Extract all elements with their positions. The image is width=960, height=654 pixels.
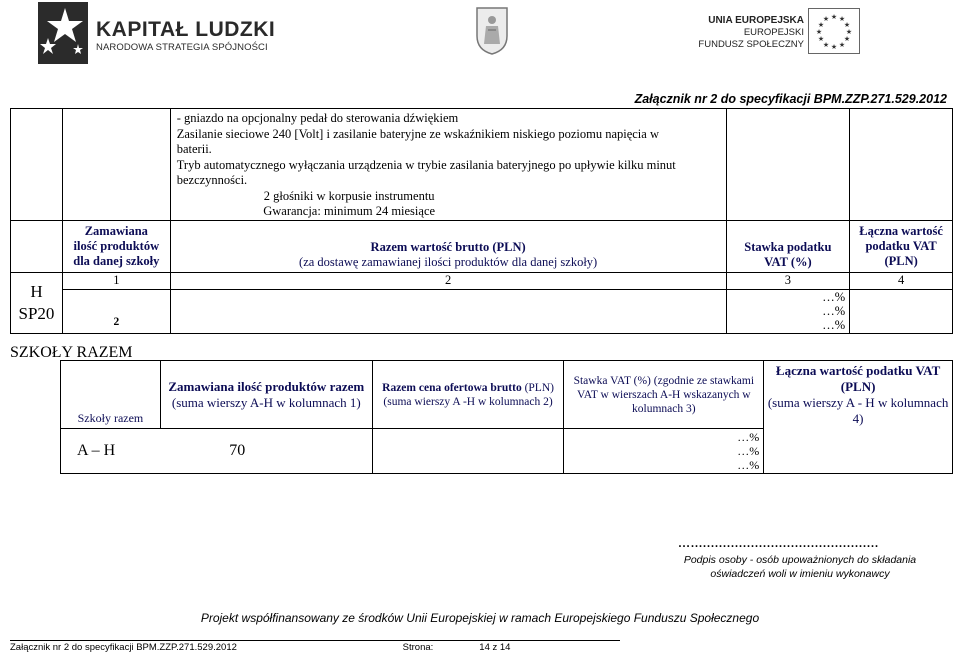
vat-rate-cell[interactable]: …% …% …% [726, 289, 850, 333]
spec-line: 2 głośniki w korpusie instrumentu [263, 188, 435, 203]
row-range: A – H [77, 442, 116, 459]
t2-header-schools: Szkoły razem [61, 361, 161, 429]
signature-line: …............................................... [678, 536, 879, 550]
eu-flag-icon [808, 8, 860, 54]
col-number: 1 [62, 272, 170, 289]
spec-line: - gniazdo na opcjonalny pedał do sterowania dźwiękiem [176, 111, 459, 125]
col-number: 4 [850, 272, 953, 289]
quantity-value: 2 [62, 289, 170, 333]
t2-header-vat-total: Łączna wartość podatku VAT (PLN) (suma wierszy A - H w kolumnach 4) [764, 361, 953, 474]
col-header-gross-value: Razem wartość brutto (PLN) (za dostawę zamawianej ilości produktów dla danej szkoły) [170, 220, 726, 272]
school-pricing-table [10, 108, 953, 334]
gross-value-cell[interactable] [170, 289, 726, 333]
svg-text:★: ★ [830, 43, 838, 51]
signature-caption: Podpis osoby - osób upoważnionych do składania oświadczeń woli w imieniu wykonawcy [683, 554, 917, 580]
svg-text:★: ★ [817, 21, 825, 29]
total-quantity: 70 [229, 442, 246, 459]
row-letter: H [30, 281, 43, 301]
eu-logo-line3: FUNDUSZ SPOŁECZNY [698, 39, 804, 50]
section-title: SZKOŁY RAZEM [10, 344, 133, 361]
spec-line: Gwarancja: minimum 24 miesiące [263, 204, 436, 218]
svg-text:★: ★ [817, 35, 825, 43]
eu-logo-line2: EUROPEJSKI [743, 27, 804, 38]
school-code: SP20 [18, 303, 55, 323]
coat-of-arms-icon [475, 6, 509, 56]
svg-text:★: ★ [843, 21, 851, 29]
spec-line: Tryb automatycznego wyłączania urządzenia w trybie zasilania bateryjnego po upływie kilku minut [176, 157, 676, 172]
svg-text:★: ★ [843, 35, 851, 43]
svg-text:★: ★ [845, 28, 853, 36]
attachment-label: Załącznik nr 2 do specyfikacji BPM.ZZP.271.529.2012 [634, 92, 947, 106]
row-label-cell [11, 272, 63, 333]
col-header-vat-rate: Stawka podatku VAT (%) [726, 220, 850, 272]
spec-line: Zasilanie sieciowe 240 [Volt] i zasilanie bateryjne ze wskaźnikiem niskiego poziomu napięcia w [176, 126, 659, 141]
svg-text:★: ★ [830, 13, 838, 21]
t2-total-row-label [61, 429, 373, 474]
col-number: 2 [170, 272, 726, 289]
logo-title: KAPITAŁ LUDZKI [96, 18, 276, 41]
vat-total-cell[interactable] [850, 289, 953, 333]
svg-text:★: ★ [822, 41, 830, 49]
footer-divider [10, 640, 620, 641]
spec-line: baterii. [176, 142, 212, 156]
eu-logo [700, 8, 860, 56]
svg-text:★: ★ [838, 41, 846, 49]
eu-logo-line1: UNIA EUROPEJSKA [708, 15, 804, 26]
t2-header-quantity: Zamawiana ilość produktów razem (suma wierszy A-H w kolumnach 1) [160, 361, 372, 429]
spec-line: bezczynności. [176, 173, 248, 187]
project-footer: Projekt współfinansowany ze środków Unii Europejskiej w ramach Europejskiego Funduszu Społecznego [200, 611, 760, 625]
footer-page-label: Strona: [402, 642, 434, 653]
t2-header-vat-rate: Stawka VAT (%) (zgodnie ze stawkami VAT w wierszach A-H wskazanych w kolumnach 3) [564, 361, 764, 429]
col-header-vat-total: Łączna wartość podatku VAT (PLN) [850, 220, 953, 272]
page-number: 14 z 14 [479, 642, 511, 653]
footer-doc-info [10, 642, 510, 653]
svg-text:★: ★ [822, 15, 830, 23]
schools-total-table [60, 360, 953, 474]
footer-doc-ref: Załącznik nr 2 do specyfikacji BPM.ZZP.271.529.2012 [10, 642, 237, 653]
product-spec-cell [170, 109, 726, 221]
logo-subtitle: NARODOWA STRATEGIA SPÓJNOŚCI [96, 42, 268, 53]
t2-header-gross: Razem cena ofertowa brutto (PLN) (suma wierszy A -H w kolumnach 2) [372, 361, 564, 429]
t2-vat-rate-cell[interactable]: …% …% …% [564, 429, 764, 474]
kapital-ludzki-logo [38, 2, 276, 66]
col-header-quantity: Zamawiana ilość produktów dla danej szkoły [62, 220, 170, 272]
svg-text:★: ★ [815, 28, 823, 36]
col-number: 3 [726, 272, 850, 289]
star-emblem-icon [38, 2, 88, 64]
t2-gross-cell[interactable] [372, 429, 564, 474]
svg-text:★: ★ [838, 15, 846, 23]
